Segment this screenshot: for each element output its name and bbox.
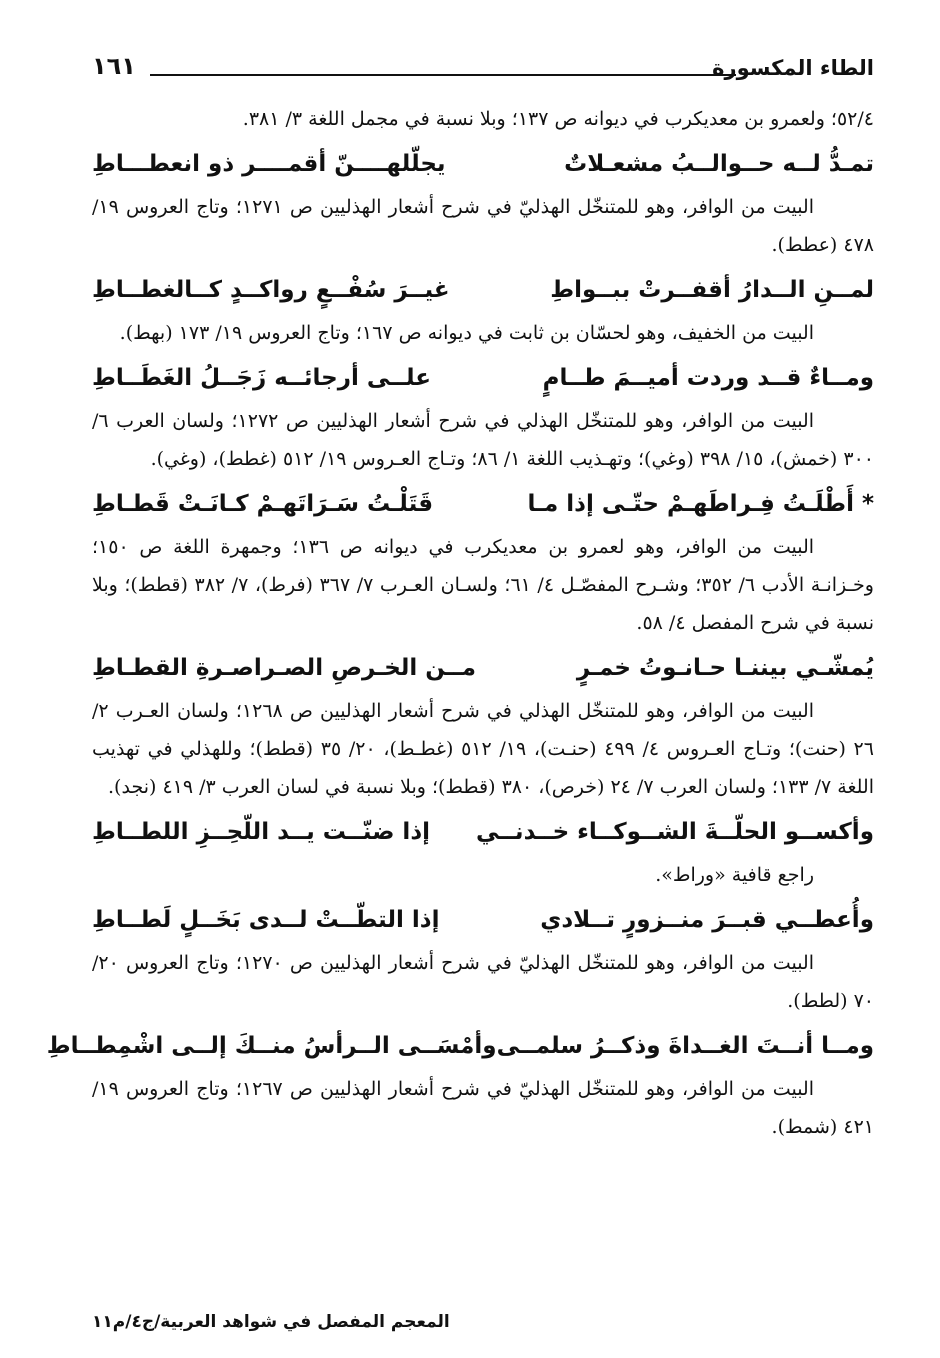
second-hemistich: مــن الخـرصِ الصـراصـرةِ القطـاطِ (92, 655, 476, 681)
chapter-title: الطاء المكسورة (712, 56, 874, 80)
verse-line (92, 356, 874, 400)
citation-note: البيت من الوافر، وهو لعمرو بن معديكرب في ديوانه ص ١٣٦؛ وجمهرة اللغة ص ١٥٠؛ وخـزانـة الأدب ٦/ ٣٥٢؛ وشـرح المفصّـل ٤/ ٦١؛ ولسـان العـرب ٧/ ٣٦٧ (فرط)، ٧/ ٣٨٢ (قطط)؛ وبلا نسبة في شرح المفصل ٤/ ٥٨. (92, 536, 874, 634)
citation-note: البيت من الوافر، وهو للمتنخّل الهذلي في شرح أشعار الهذليين ص ١٢٦٨؛ ولسان العـرب ٢/ ٢٦ (حنت)؛ وتـاج العـروس ٤/ ٤٩٩ (حنـت)، ١٩/ ٥١٢ (غطـط)، ٢٠/ ٣٥ (قطط)؛ وللهذلي في تهذيب اللغة ٧/ ١٣٣؛ ولسان العرب ٧/ ٢٤ (خرص)، ٣٨٠ (قطط)؛ وبلا نسبة في لسان العرب ٣/ ٤١٩ (نجد). (92, 700, 874, 798)
continuation-note: ٥٢/٤؛ ولعمرو بن معديكرب في ديوانه ص ١٣٧؛ وبلا نسبة في مجمل اللغة ٣/ ٣٨١. (242, 108, 874, 130)
first-hemistich: * أَطْلَـتُ فِـراطَهـمْ حتّـى إذا مـا (527, 491, 874, 517)
poem-entry (46, 1024, 874, 1146)
first-hemistich: ومــاءٌ قــد وردت أميــمَ طــامٍ (542, 365, 874, 391)
poem-entry (92, 356, 874, 478)
poem-entry (92, 898, 874, 1020)
poem-entry (92, 268, 874, 352)
second-hemistich: علــى أرجائــه زَجَــلُ الغَطَــاطِ (92, 365, 431, 391)
first-hemistich: ومــا أنــتَ الغــداةَ وذكــرُ سلمــى (496, 1033, 874, 1059)
verse-line (92, 646, 874, 690)
first-hemistich: وأكســو الحلّــةَ الشــوكــاء خــدنــي (475, 819, 874, 845)
page-body (46, 100, 874, 1146)
citation-note: البيت من الوافر، وهو للمتنخّل الهذلي في شرح أشعار الهذليين ص ١٢٧٢؛ ولسان العرب ٦/ ٣٠٠ (خمش)، ١٥/ ٣٩٨ (وغي)؛ وتهـذيب اللغة ١/ ٨٦؛ وتـاج العـروس ١٩/ ٥١٢ (غطط)، (وغي). (92, 410, 874, 470)
poem-entry (92, 810, 874, 894)
page-number: ١٦١ (92, 52, 136, 80)
citation-note: البيت من الوافر، وهو للمتنخّل الهذليّ في شرح أشعار الهذليين ص ١٢٧١؛ وتاج العروس ١٩/ ٤٧٨ (عطط). (92, 196, 874, 256)
verse-line (92, 142, 874, 186)
verse-line (92, 268, 874, 312)
verse-line (92, 810, 874, 854)
page-footer: المعجم المفصل في شواهد العربية/ج٤/م١١ (92, 1312, 450, 1332)
second-hemistich: إذا ضنّــت يــد اللّحِــزِ اللطــاطِ (92, 819, 431, 845)
second-hemistich: يجلّلهــــنّ أقمــــر ذو انعطـــاطِ (92, 151, 446, 177)
poem-entry (92, 646, 874, 806)
citation-note: راجع قافية «وراط». (655, 864, 814, 886)
page-header (92, 52, 874, 88)
second-hemistich: قَتَلْـتُ سَـرَاتَهـمْ كـانَـتْ قَطـاطِ (92, 491, 434, 517)
header-rule (150, 74, 736, 76)
verse-line (46, 1024, 874, 1068)
poem-entry (92, 142, 874, 264)
citation-note: البيت من الوافر، وهو للمتنخّل الهذليّ في شرح أشعار الهذليين ص ١٢٦٧؛ وتاج العروس ١٩/ ٤٢١ (شمط). (92, 1078, 874, 1138)
second-hemistich: إذا التطّــتْ لــدى بَخَــلٍ لَطــاطِ (92, 907, 440, 933)
verse-line (92, 898, 874, 942)
poem-entry (92, 482, 874, 642)
second-hemistich: غيــرَ سُفْــعٍ رواكــدٍ كــالغطــاطِ (92, 277, 450, 303)
verse-line (92, 482, 874, 526)
citation-note: البيت من الخفيف، وهو لحسّان بن ثابت في ديوانه ص ١٦٧؛ وتاج العروس ١٩/ ١٧٣ (بهط). (119, 322, 814, 344)
first-hemistich: لمــنِ الــدارُ أقفــرتْ ببــواطِ (550, 277, 874, 303)
citation-note: البيت من الوافر، وهو للمتنخّل الهذليّ في شرح أشعار الهذليين ص ١٢٧٠؛ وتاج العروس ٢٠/ ٧٠ (لطط). (92, 952, 874, 1012)
first-hemistich: وأُعطــي قبــرَ منــزورٍ تــلادي (540, 907, 874, 933)
first-hemistich: يُمشّـي بيننـا حـانـوتُ خمـرٍ (576, 655, 874, 681)
first-hemistich: تمـدُّ لــه حــوالــبُ مشعـلاتٌ (564, 151, 874, 177)
second-hemistich: وأمْسَــى الــرأسُ منــكَ إلــى اشْمِطــاطِ (46, 1033, 497, 1059)
